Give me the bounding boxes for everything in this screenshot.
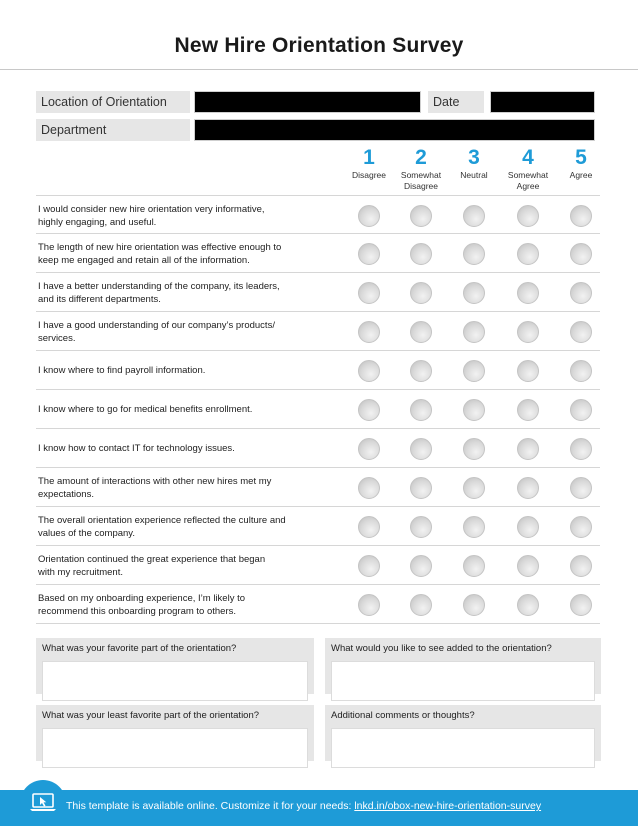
question-line-1: I know where to go for medical benefits enrollment. <box>38 404 253 415</box>
rating-radio-2[interactable] <box>410 438 432 460</box>
question-line-1: I would consider new hire orientation very informative, <box>38 203 265 215</box>
rating-radio-3[interactable] <box>463 399 485 421</box>
question-text <box>38 196 328 235</box>
rating-radio-2[interactable] <box>410 282 432 304</box>
scale-header-3 <box>444 147 504 181</box>
question-row <box>36 507 600 546</box>
question-text-lines <box>38 475 271 501</box>
scale-label: Agree <box>569 170 593 180</box>
rating-radio-1[interactable] <box>358 321 380 343</box>
scale-header-1 <box>339 147 399 181</box>
comment-label-additional: Additional comments or thoughts? <box>331 710 475 721</box>
rating-radio-5[interactable] <box>570 243 592 265</box>
rating-radio-4[interactable] <box>517 243 539 265</box>
rating-radio-3[interactable] <box>463 205 485 227</box>
question-line-2: keep me engaged and retain all of the information. <box>38 254 250 266</box>
rating-radio-5[interactable] <box>570 516 592 538</box>
question-text-lines <box>38 319 275 345</box>
rating-radio-2[interactable] <box>410 321 432 343</box>
question-line-2: values of the company. <box>38 527 135 539</box>
scale-header-2 <box>391 147 451 192</box>
date-input[interactable] <box>490 91 595 113</box>
comment-box-additional <box>325 705 601 761</box>
rating-radio-3[interactable] <box>463 555 485 577</box>
comment-box-least-favorite <box>36 705 314 761</box>
scale-number: 4 <box>522 146 534 169</box>
rating-radio-5[interactable] <box>570 477 592 499</box>
location-input[interactable] <box>194 91 421 113</box>
rating-radio-2[interactable] <box>410 477 432 499</box>
rating-radio-1[interactable] <box>358 243 380 265</box>
question-line-1: I have a better understanding of the company, its leaders, <box>38 280 280 292</box>
rating-radio-1[interactable] <box>358 438 380 460</box>
scale-number: 1 <box>363 146 375 169</box>
question-text-lines <box>38 592 245 618</box>
question-line-2: recommend this onboarding program to others. <box>38 605 237 617</box>
question-line-1: I know where to find payroll information. <box>38 365 206 376</box>
comment-label-favorite: What was your favorite part of the orientation? <box>42 643 237 654</box>
rating-radio-3[interactable] <box>463 516 485 538</box>
rating-radio-1[interactable] <box>358 205 380 227</box>
rating-radio-4[interactable] <box>517 477 539 499</box>
laptop-cursor-icon <box>20 780 66 826</box>
rating-radio-4[interactable] <box>517 282 539 304</box>
comment-input-additional[interactable] <box>331 728 595 768</box>
rating-radio-5[interactable] <box>570 205 592 227</box>
rating-radio-3[interactable] <box>463 360 485 382</box>
question-row <box>36 351 600 390</box>
scale-number: 3 <box>468 146 480 169</box>
question-line-1: I have a good understanding of our company’s products/ <box>38 319 275 331</box>
rating-radio-3[interactable] <box>463 477 485 499</box>
rating-radio-1[interactable] <box>358 516 380 538</box>
question-text-lines <box>38 403 252 416</box>
question-row <box>36 468 600 507</box>
question-text <box>38 351 328 390</box>
question-text <box>38 234 328 273</box>
question-row <box>36 195 600 234</box>
question-line-1: Orientation continued the great experience that began <box>38 553 266 565</box>
rating-radio-4[interactable] <box>517 205 539 227</box>
rating-radio-2[interactable] <box>410 205 432 227</box>
question-line-1: Based on my onboarding experience, I’m likely to <box>38 592 246 604</box>
rating-radio-2[interactable] <box>410 594 432 616</box>
rating-radio-2[interactable] <box>410 516 432 538</box>
question-text <box>38 429 328 468</box>
rating-radio-2[interactable] <box>410 243 432 265</box>
rating-radio-1[interactable] <box>358 555 380 577</box>
scale-number: 2 <box>415 146 427 169</box>
scale-label: Disagree <box>351 170 387 180</box>
rating-radio-5[interactable] <box>570 360 592 382</box>
question-text-lines <box>38 553 265 579</box>
comment-label-added: What would you like to see added to the orientation? <box>331 643 552 654</box>
question-text <box>38 468 328 507</box>
rating-radio-5[interactable] <box>570 399 592 421</box>
rating-radio-2[interactable] <box>410 399 432 421</box>
rating-radio-4[interactable] <box>517 321 539 343</box>
scale-number: 5 <box>575 146 587 169</box>
question-row <box>36 546 600 585</box>
scale-header-5 <box>551 147 611 181</box>
scale-label: Somewhat Agree <box>507 170 549 191</box>
question-row <box>36 273 600 312</box>
comment-input-least-favorite[interactable] <box>42 728 308 768</box>
scale-label: Somewhat Disagree <box>400 170 442 191</box>
question-line-1: The overall orientation experience reflected the culture and <box>38 514 286 526</box>
rating-radio-1[interactable] <box>358 594 380 616</box>
question-line-2: expectations. <box>38 488 94 500</box>
question-line-1: The amount of interactions with other new hires met my <box>38 475 272 487</box>
question-row <box>36 429 600 468</box>
question-text <box>38 273 328 312</box>
question-text <box>38 585 328 624</box>
question-text <box>38 312 328 351</box>
question-text-lines <box>38 241 281 267</box>
question-line-1: I know how to contact IT for technology issues. <box>38 443 235 454</box>
date-label: Date <box>428 91 484 113</box>
page-title: New Hire Orientation Survey <box>174 34 464 57</box>
footer-message: This template is available online. Customize it for your needs: <box>66 800 355 812</box>
rating-radio-4[interactable] <box>517 555 539 577</box>
footer-text <box>66 800 541 812</box>
question-text-lines <box>38 280 280 306</box>
comment-box-added <box>325 638 601 694</box>
title-divider <box>0 69 638 70</box>
rating-radio-4[interactable] <box>517 438 539 460</box>
rating-radio-5[interactable] <box>570 594 592 616</box>
rating-radio-4[interactable] <box>517 360 539 382</box>
question-text-lines <box>38 364 205 377</box>
question-line-2: and its different departments. <box>38 293 161 305</box>
rating-radio-4[interactable] <box>517 516 539 538</box>
rating-radio-3[interactable] <box>463 282 485 304</box>
question-row <box>36 390 600 429</box>
rating-radio-2[interactable] <box>410 360 432 382</box>
footer-badge <box>20 780 66 826</box>
rating-radio-1[interactable] <box>358 477 380 499</box>
question-text <box>38 546 328 585</box>
comment-box-favorite <box>36 638 314 694</box>
rating-radio-5[interactable] <box>570 282 592 304</box>
rating-radio-4[interactable] <box>517 399 539 421</box>
question-text <box>38 507 328 546</box>
rating-radio-5[interactable] <box>570 438 592 460</box>
footer-link[interactable]: lnkd.in/obox-new-hire-orientation-survey <box>354 800 542 812</box>
question-row <box>36 585 600 624</box>
scale-header-4 <box>498 147 558 192</box>
rating-radio-4[interactable] <box>517 594 539 616</box>
question-line-2: services. <box>38 332 76 344</box>
rating-radio-3[interactable] <box>463 594 485 616</box>
rating-radio-2[interactable] <box>410 555 432 577</box>
comment-input-favorite[interactable] <box>42 661 308 701</box>
comment-label-least-favorite: What was your least favorite part of the orientation? <box>42 710 260 721</box>
rating-radio-1[interactable] <box>358 360 380 382</box>
rating-radio-3[interactable] <box>463 243 485 265</box>
question-line-2: with my recruitment. <box>38 566 123 578</box>
question-text <box>38 390 328 429</box>
rating-radio-5[interactable] <box>570 321 592 343</box>
rating-radio-3[interactable] <box>463 321 485 343</box>
question-row <box>36 234 600 273</box>
location-label: Location of Orientation <box>36 91 190 113</box>
question-text-lines <box>38 514 286 540</box>
rating-radio-5[interactable] <box>570 555 592 577</box>
rating-radio-3[interactable] <box>463 438 485 460</box>
department-label: Department <box>36 119 190 141</box>
question-row <box>36 312 600 351</box>
department-input[interactable] <box>194 119 595 141</box>
rating-radio-1[interactable] <box>358 282 380 304</box>
question-text-lines <box>38 442 235 455</box>
question-line-2: highly engaging, and useful. <box>38 216 157 228</box>
comment-input-added[interactable] <box>331 661 595 701</box>
scale-label: Neutral <box>460 170 488 180</box>
question-text-lines <box>38 203 265 229</box>
question-line-1: The length of new hire orientation was effective enough to <box>38 241 282 253</box>
rating-radio-1[interactable] <box>358 399 380 421</box>
